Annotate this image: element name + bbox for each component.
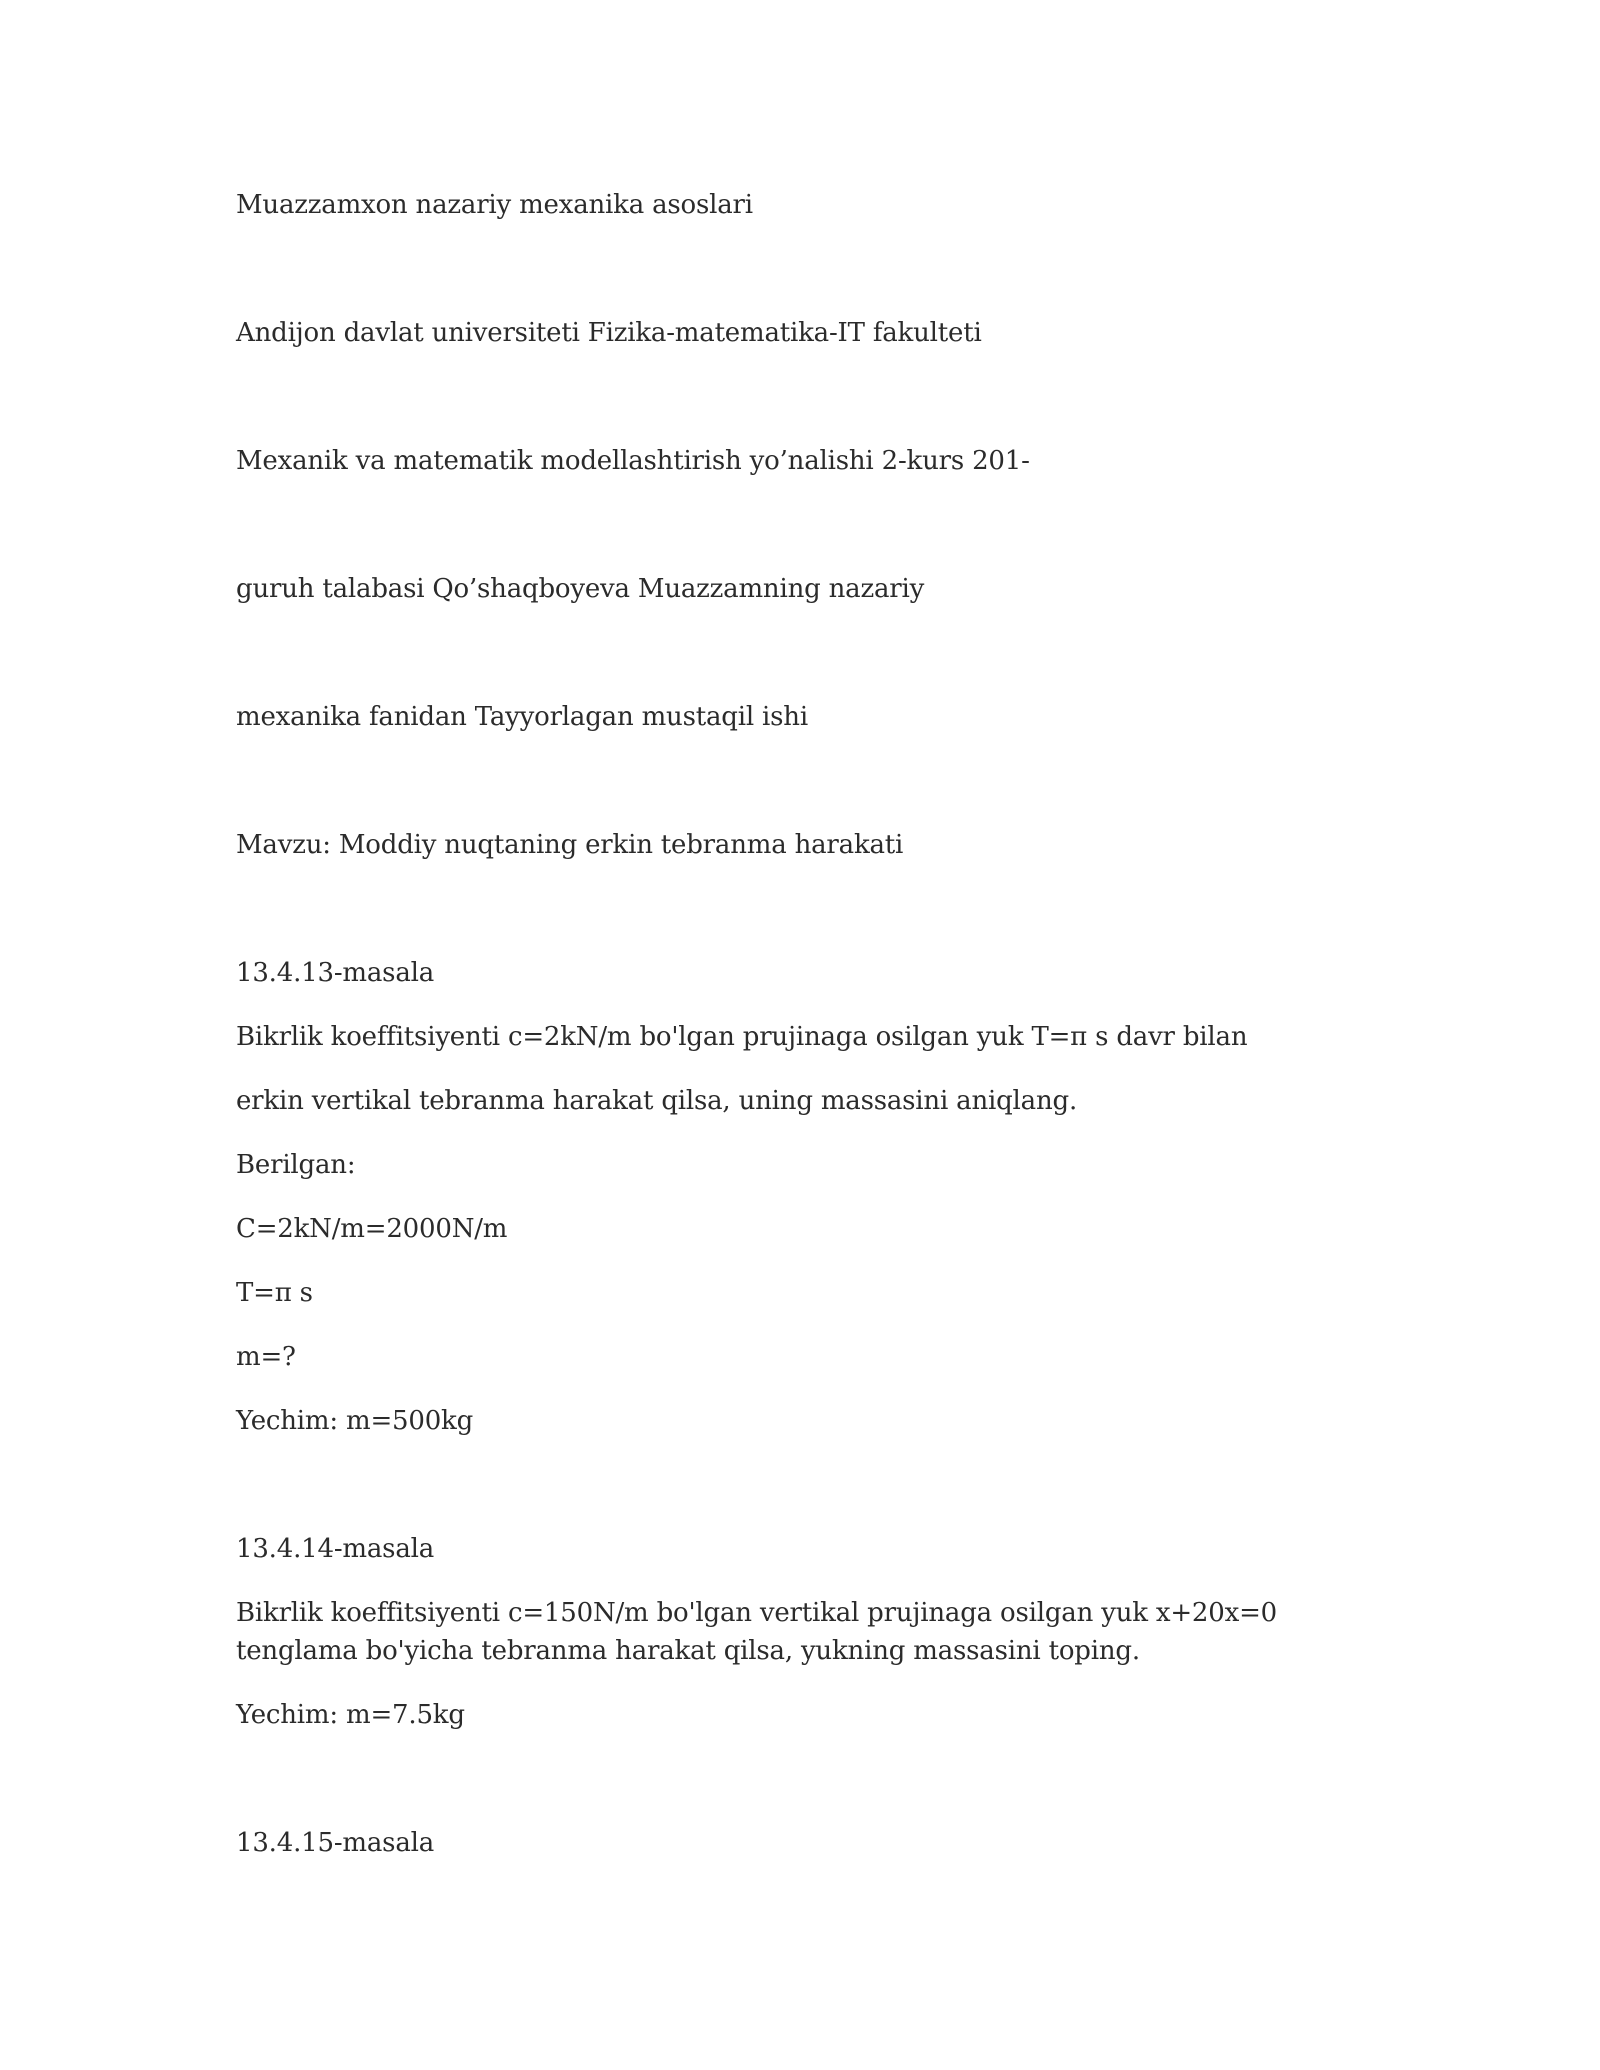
problem-1-text-line-2: erkin vertikal tebranma harakat qilsa, uning massasini aniqlang.: [236, 1086, 1078, 1116]
header-line-university: Andijon davlat universiteti Fizika-matematika-IT fakulteti: [236, 318, 982, 348]
header-line-student: guruh talabasi Qo’shaqboyeva Muazzamning nazariy: [236, 574, 925, 604]
topic-line: Mavzu: Moddiy nuqtaning erkin tebranma harakati: [236, 830, 904, 860]
header-line-course: Muazzamxon nazariy mexanika asoslari: [236, 190, 753, 220]
problem-2-text: Bikrlik koeffitsiyenti c=150N/m bo'lgan vertikal prujinaga osilgan yuk x+20x=0 tenglama bo'yicha tebranma harakat qilsa, yukning massasini toping.: [236, 1598, 1277, 1666]
problem-2-solution: Yechim: m=7.5kg: [236, 1700, 465, 1730]
problem-2-title: 13.4.14-masala: [236, 1534, 435, 1564]
problem-3-title: 13.4.15-masala: [236, 1828, 435, 1858]
problem-1-unknown: m=?: [236, 1342, 296, 1372]
header-line-work: mexanika fanidan Tayyorlagan mustaqil ishi: [236, 702, 808, 732]
problem-1-given-label: Berilgan:: [236, 1150, 356, 1180]
problem-1-given-t: T=π s: [236, 1278, 313, 1308]
problem-1-given-c: C=2kN/m=2000N/m: [236, 1214, 508, 1244]
problem-1-text-line-1: Bikrlik koeffitsiyenti c=2kN/m bo'lgan prujinaga osilgan yuk T=π s davr bilan: [236, 1022, 1248, 1052]
problem-1-title: 13.4.13-masala: [236, 958, 435, 988]
problem-1-solution: Yechim: m=500kg: [236, 1406, 474, 1436]
header-line-direction: Mexanik va matematik modellashtirish yo’nalishi 2-kurs 201-: [236, 446, 1030, 476]
